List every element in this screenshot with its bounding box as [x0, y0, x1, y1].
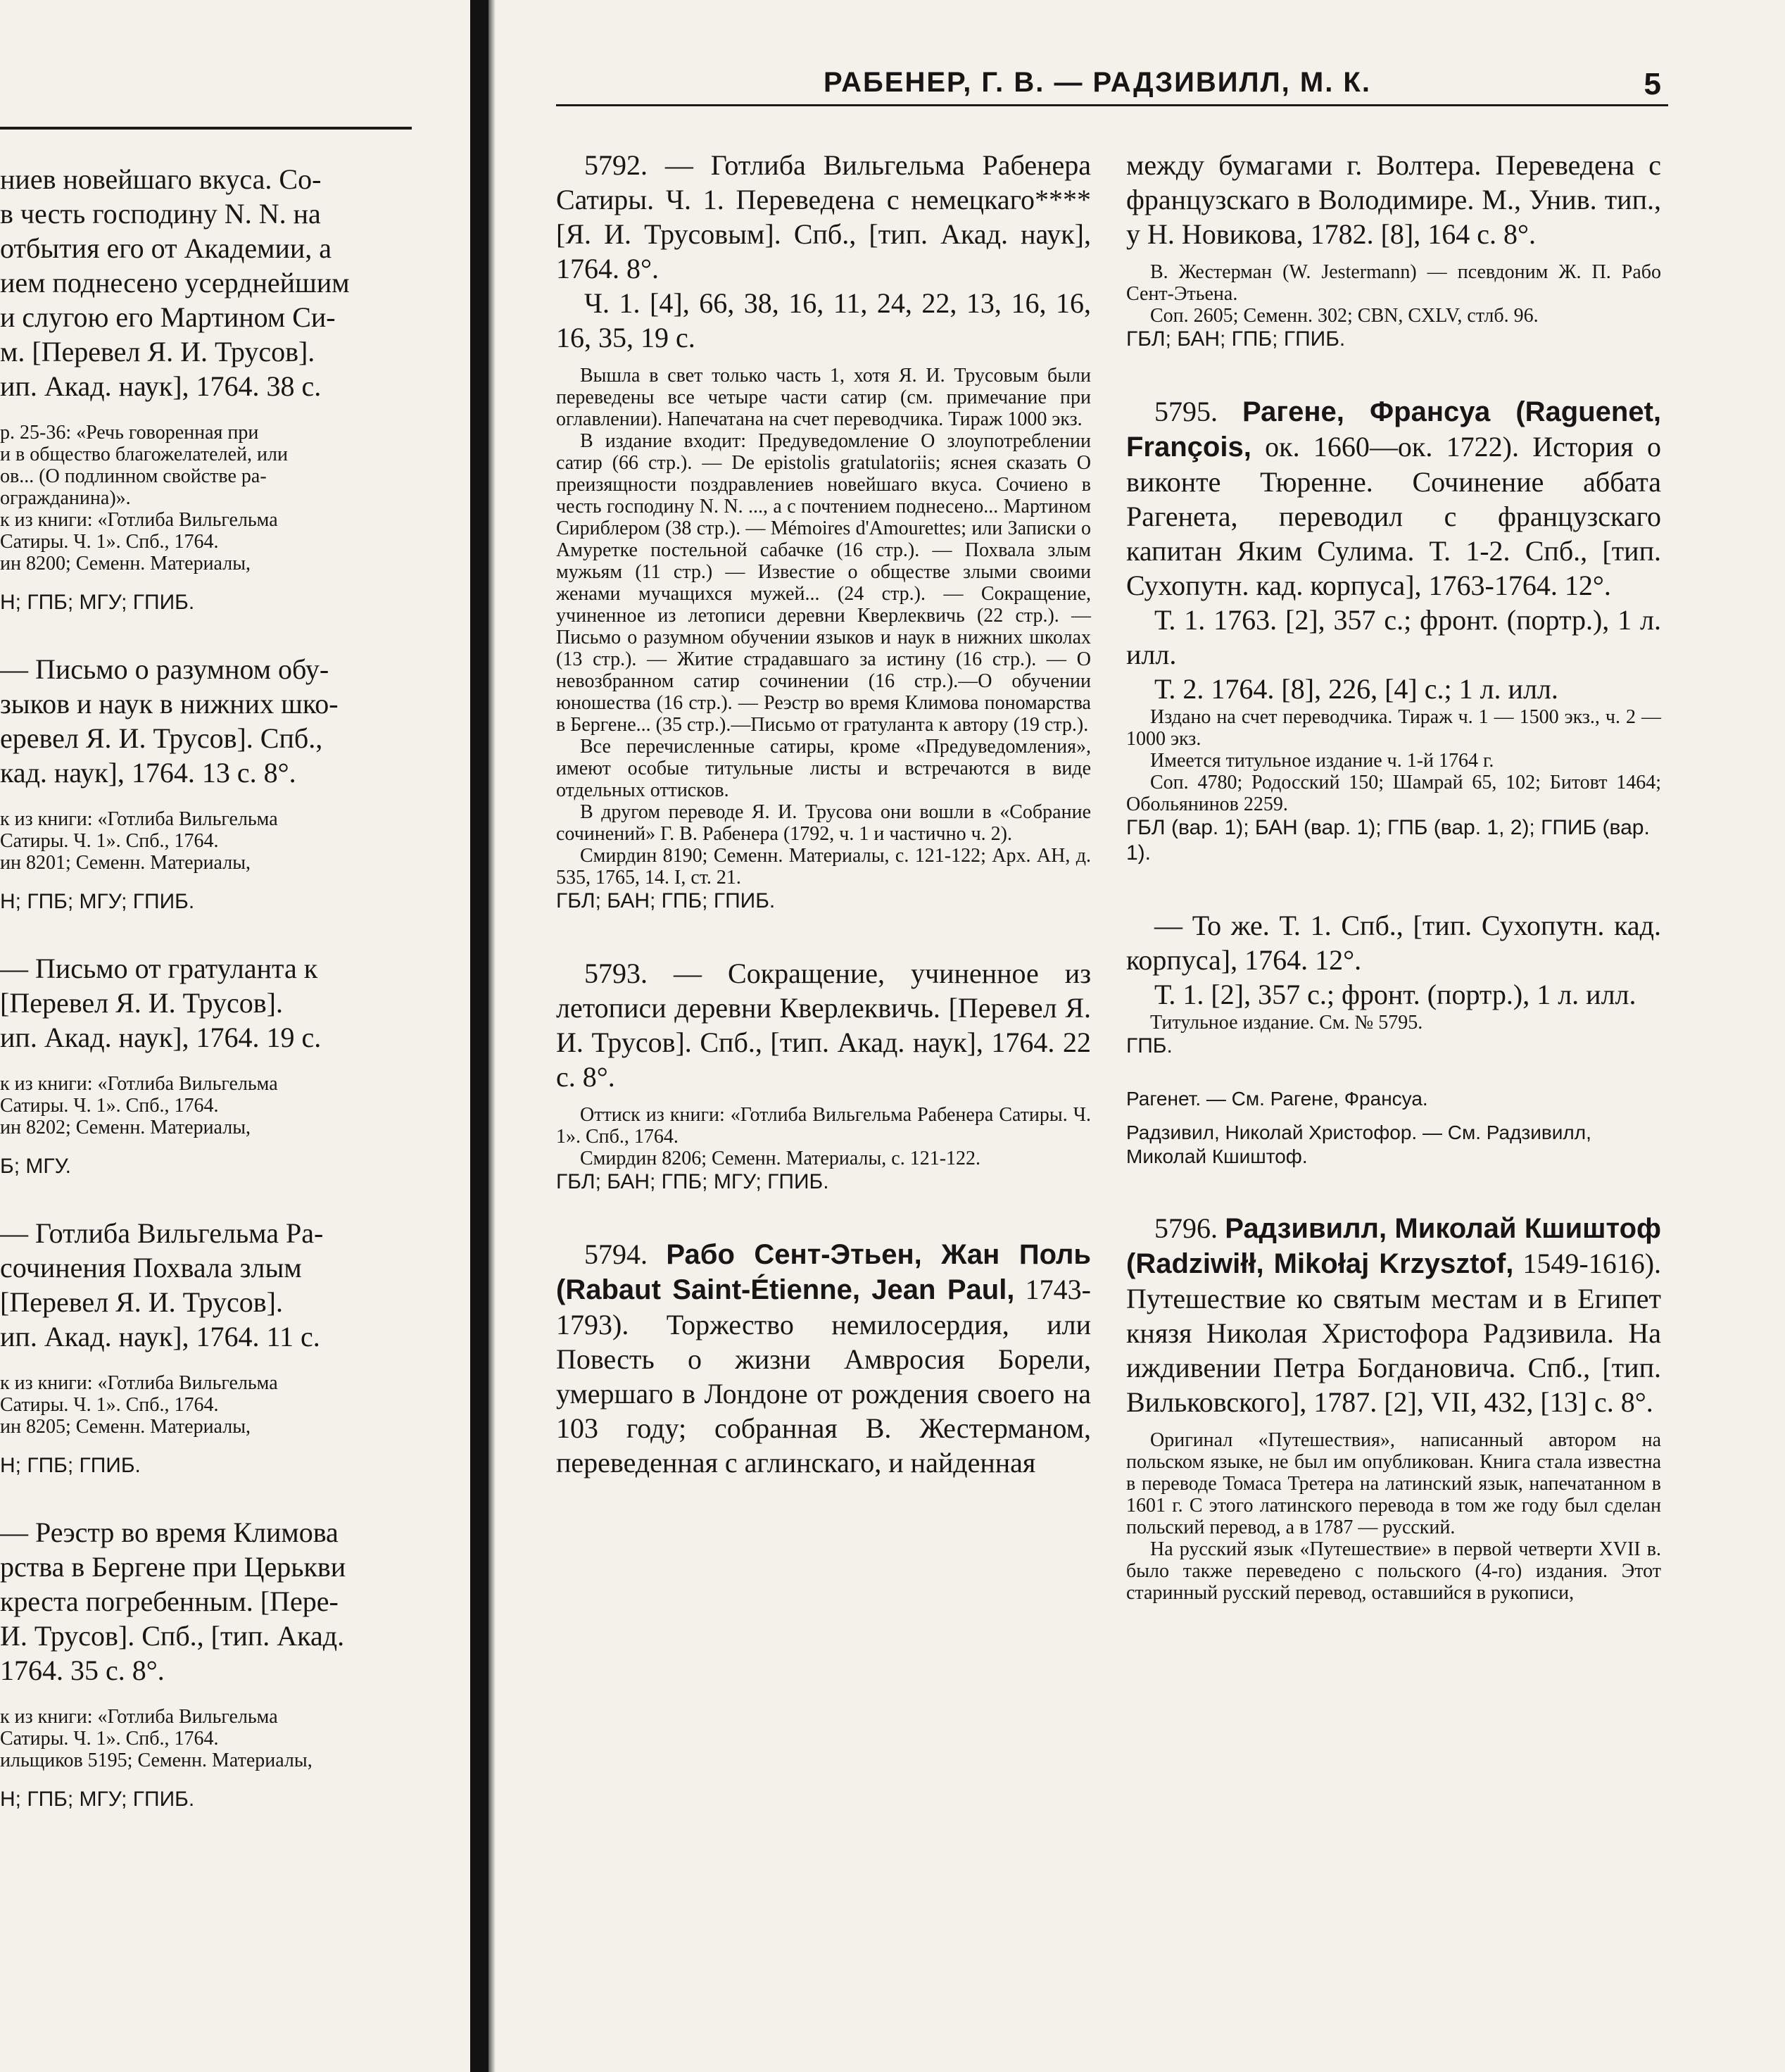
running-header	[556, 67, 1668, 102]
left-fragment-line: к из книги: «Готлиба Вильгельма	[0, 808, 278, 830]
note: Все перечисленные сатиры, кроме «Предуведомления», имеют особые титульные листы и встречаются в виде отдельных оттисков.	[556, 736, 1091, 801]
entry-5794-continued: между бумагами г. Волтера. Переведена с французскаго в Володимире. М., Унив. тип., у Н. Новикова, 1782. [8], 164 с. 8°.	[1126, 149, 1661, 250]
left-fragment-line: Н; ГПБ; ГПИБ.	[0, 1454, 141, 1477]
library-holdings: ГБЛ; БАН; ГПБ; ГПИБ.	[1126, 327, 1346, 351]
note: В издание входит: Предуведомление О злоупотреблении сатир (66 стр.). — De epistolis gratulatoriis; яснея сказать О преизящности поздравлениев новейшаго вкуса. Сочиено в честь господину N. N. ..., а с почтением поднесено... Мартином Сириблером (38 стр.). — Mémoires d'Amourettes; или Записки о Амуретке постельной сабачке (16 стр.). — Похвала злым мужьям (11 стр.) — Известие о обществе злыми своими женами мучащихся мужей... (24 стр.). — Сокращение, учиненное из летописи деревни Кверлеквичь (22 стр.). — Письмо о разумном обучении языков и наук в нижних школах (13 стр.). — Житие страдавшаго за истину (16 стр.). — О невозбранном сатир сочинении (16 стр.).—О обучении юношества (16 стр.). — Реэстр во время Климова пономарства в Бергене... (35 стр.).—Письмо от гратуланта к автору (19 стр.).	[556, 430, 1091, 736]
library-holdings: ГПБ.	[1126, 1034, 1173, 1057]
left-fragment-line: м. [Перевел Я. И. Трусов].	[0, 336, 315, 368]
left-fragment-line: Сатиры. Ч. 1». Спб., 1764.	[0, 830, 219, 852]
note: Вышла в свет только часть 1, хотя Я. И. Трусовым были переведены все четыре части сатир (см. примечание при оглавлении). Напечатана на счет переводчика. Тираж 1000 экз.	[556, 365, 1091, 430]
entry-5795-vol2: Т. 2. 1764. [8], 226, [4] с.; 1 л. илл.	[1154, 673, 1558, 705]
entry-same-vol1: Т. 1. [2], 357 с.; фронт. (портр.), 1 л. илл.	[1154, 979, 1636, 1010]
left-fragment-line: ип. Акад. наук], 1764. 38 с.	[0, 370, 322, 402]
library-holdings: ГБЛ (вар. 1); БАН (вар. 1); ГПБ (вар. 1, 2); ГПИБ (вар. 1).	[1126, 816, 1650, 865]
left-fragment-line: кад. наук], 1764. 13 с. 8°.	[0, 757, 296, 789]
left-fragment-line: огражданина)».	[0, 487, 131, 509]
note: Титульное издание. См. № 5795.	[1150, 1012, 1423, 1034]
entry-number: 5795.	[1154, 396, 1218, 427]
library-holdings: ГБЛ; БАН; ГПБ; ГПИБ.	[556, 889, 776, 912]
left-fragment-block	[0, 1073, 422, 1138]
left-fragment-line: Сатиры. Ч. 1». Спб., 1764.	[0, 531, 219, 553]
entry-5792: 5792. — Готлиба Вильгельма Рабенера Сатиры. Ч. 1. Переведена с немецкаго**** [Я. И. Трусовым]. Спб., [тип. Акад. наук], 1764. 8°.	[556, 149, 1091, 284]
cross-reference: Радзивил, Николай Христофор. — См. Радзивилл, Миколай Кшиштоф.	[1126, 1122, 1591, 1167]
library-holdings: ГБЛ; БАН; ГПБ; МГУ; ГПИБ.	[556, 1170, 829, 1193]
left-fragment-line: И. Трусов]. Спб., [тип. Акад.	[0, 1620, 345, 1652]
left-fragment-line: ием поднесено усерднейшим	[0, 267, 350, 299]
left-fragment-line: в честь господину N. N. на	[0, 198, 321, 230]
left-fragment-line: еревел Я. И. Трусов]. Спб.,	[0, 722, 323, 754]
left-fragment-line: р. 25-36: «Речь говоренная при	[0, 422, 259, 444]
left-fragment-line: ин 8201; Семенн. Материалы,	[0, 852, 251, 874]
note: Имеется титульное издание ч. 1-й 1764 г.	[1150, 750, 1494, 772]
left-page-fragment	[0, 0, 429, 2072]
left-fragment-line: отбытия его от Академии, а	[0, 232, 332, 264]
header-title: РАБЕНЕР, Г. В. — РАДЗИВИЛЛ, М. К.	[824, 67, 1371, 98]
left-fragment-line: Н; ГПБ; МГУ; ГПИБ.	[0, 1788, 195, 1811]
entry-5795	[1126, 394, 1661, 603]
left-fragment-line: ип. Акад. наук], 1764. 19 с.	[0, 1022, 322, 1053]
entry-number: 5794.	[584, 1238, 648, 1270]
left-fragment-line: ин 8200; Семенн. Материалы,	[0, 553, 251, 574]
left-fragment-block	[0, 422, 422, 574]
entry-5794	[556, 1237, 1091, 1480]
left-fragment-line: Сатиры. Ч. 1». Спб., 1764.	[0, 1728, 219, 1750]
book-gutter	[470, 0, 488, 2072]
left-fragment-line: Сатиры. Ч. 1». Спб., 1764.	[0, 1394, 219, 1416]
left-fragment-line: рства в Бергене при Церькви	[0, 1551, 346, 1583]
entry-text: 1549-1616). Путешествие ко святым местам и в Египет князя Николая Христофора Радзивила. На иждивении Петра Богдановича. Спб., [тип. Вильковского], 1787. [2], VII, 432, [13] с. 8°.	[1126, 1248, 1662, 1418]
page-number: 5	[1644, 67, 1661, 101]
header-rule	[556, 104, 1668, 106]
gutter-shadow	[488, 0, 496, 2072]
left-column	[0, 162, 422, 1849]
left-fragment-line: ниев новейшаго вкуса. Со-	[0, 163, 322, 195]
left-page-rule	[0, 127, 412, 130]
left-fragment-line: ин 8202; Семенн. Материалы,	[0, 1117, 251, 1138]
left-fragment-line: Н; ГПБ; МГУ; ГПИБ.	[0, 591, 195, 614]
left-fragment-line: Б; МГУ.	[0, 1155, 72, 1178]
left-fragment-line: к из книги: «Готлиба Вильгельма	[0, 1706, 278, 1728]
entry-text: 1743-1793). Торжество немилосердия, или Повесть о жизни Амвросия Борели, умершаго в Лондоне от рождения своего на 103 году; собранная В. Жестерманом, переведенная с аглинскаго, и найденная	[556, 1274, 1091, 1478]
left-fragment-line: — Реэстр во время Климова	[0, 1517, 339, 1548]
note: Соп. 4780; Родосский 150; Шамрай 65, 102; Битовт 1464; Обольянинов 2259.	[1126, 772, 1661, 815]
left-fragment-line: Н; ГПБ; МГУ; ГПИБ.	[0, 890, 195, 913]
left-fragment-line: к из книги: «Готлиба Вильгельма	[0, 509, 278, 531]
note: Оригинал «Путешествия», написанный автором на польском языке, не был им опубликован. Книга стала известна в переводе Томаса Третера на латинский язык, напечатанном в 1601 г. С этого латинского перевода в том же году был сделан польский перевод, а в 1787 — русский.	[1126, 1429, 1661, 1538]
left-fragment-block	[0, 1453, 422, 1478]
entry-5796	[1126, 1211, 1661, 1419]
entry-author: Рабо Сент-Этьен, Жан Поль (Rabaut Saint-Étienne, Jean Paul,	[556, 1239, 1091, 1305]
entry-author: Рагене, Франсуа (Raguenet, François,	[1126, 396, 1662, 463]
left-fragment-block	[0, 951, 422, 1055]
left-fragment-line: ов... (О подлинном свойстве ра-	[0, 465, 267, 487]
middle-column	[556, 148, 1091, 1480]
entry-5795-vol1: Т. 1. 1763. [2], 357 с.; фронт. (портр.), 1 л. илл.	[1126, 604, 1661, 670]
left-fragment-line: и слугою его Мартином Си-	[0, 301, 336, 333]
cross-reference: Рагенет. — См. Рагене, Франсуа.	[1126, 1088, 1428, 1110]
note: В. Жестерман (W. Jestermann) — псевдоним Ж. П. Рабо Сент-Этьена.	[1126, 261, 1661, 305]
left-fragment-line: и в общество благожелателей, или	[0, 444, 288, 465]
left-fragment-block	[0, 1706, 422, 1771]
left-fragment-block	[0, 1787, 422, 1812]
entry-text: ок. 1660—ок. 1722). История о виконте Тюренне. Сочинение аббата Рагенета, переводил с французскаго капитан Яким Сулима. Т. 1-2. Спб., [тип. Сухопутн. кад. корпуса], 1763-1764. 12°.	[1126, 431, 1661, 601]
entry-5793: 5793. — Сокращение, учиненное из летописи деревни Кверлеквичь. [Перевел Я. И. Трусов]. Спб., [тип. Акад. наук], 1764. 22 с. 8°.	[556, 957, 1091, 1093]
left-fragment-block	[0, 889, 422, 915]
left-fragment-line: креста погребенным. [Пере-	[0, 1586, 339, 1617]
entry-number: 5796.	[1154, 1212, 1218, 1244]
note: В другом переводе Я. И. Трусова они вошли в «Собрание сочинений» Г. В. Рабенера (1792, ч. 1 и частично ч. 2).	[556, 801, 1091, 845]
left-fragment-line: — Готлиба Вильгельма Ра-	[0, 1217, 324, 1249]
left-fragment-block	[0, 162, 422, 403]
entry-author: Радзивилл, Миколай Кшиштоф (Radziwiłł, Mikołaj Krzysztof,	[1126, 1213, 1662, 1279]
note: Смирдин 8190; Семенн. Материалы, с. 121-122; Арх. АН, д. 535, 1765, 14. I, ст. 21.	[556, 845, 1091, 889]
left-fragment-line: ип. Акад. наук], 1764. 11 с.	[0, 1321, 320, 1352]
entry-same: — То же. Т. 1. Спб., [тип. Сухопутн. кад. корпуса], 1764. 12°.	[1126, 910, 1661, 976]
left-fragment-block	[0, 652, 422, 790]
left-fragment-block	[0, 590, 422, 615]
note: Соп. 2605; Семенн. 302; CBN, CXLV, стлб. 96.	[1150, 305, 1539, 327]
left-fragment-block	[0, 1216, 422, 1354]
left-fragment-line: [Перевел Я. И. Трусов].	[0, 1286, 283, 1318]
left-fragment-line: ин 8205; Семенн. Материалы,	[0, 1416, 251, 1438]
right-column	[1126, 148, 1661, 1604]
left-fragment-line: Сатиры. Ч. 1». Спб., 1764.	[0, 1095, 219, 1117]
left-fragment-line: ильщиков 5195; Семенн. Материалы,	[0, 1750, 313, 1771]
left-fragment-block	[0, 1515, 422, 1688]
note: На русский язык «Путешествие» в первой четверти XVII в. было также переведено с польского (4-го) издания. Этот старинный русский перевод, оставшийся в рукописи,	[1126, 1538, 1661, 1604]
note: Оттиск из книги: «Готлиба Вильгельма Рабенера Сатиры. Ч. 1». Спб., 1764.	[556, 1104, 1091, 1148]
left-fragment-line: зыков и наук в нижних шко-	[0, 688, 339, 720]
left-fragment-line: к из книги: «Готлиба Вильгельма	[0, 1372, 278, 1394]
left-fragment-line: [Перевел Я. И. Трусов].	[0, 987, 283, 1019]
left-fragment-line: — Письмо от гратуланта к	[0, 953, 318, 984]
left-fragment-line: — Письмо о разумном обу-	[0, 653, 329, 685]
left-fragment-block	[0, 1372, 422, 1438]
entry-5792-parts: Ч. 1. [4], 66, 38, 16, 11, 24, 22, 13, 16, 16, 16, 35, 19 с.	[556, 287, 1091, 353]
left-fragment-line: 1764. 35 с. 8°.	[0, 1655, 165, 1686]
left-fragment-block	[0, 808, 422, 874]
note: Смирдин 8206; Семенн. Материалы, с. 121-122.	[580, 1148, 981, 1169]
left-fragment-line: сочинения Похвала злым	[0, 1252, 302, 1283]
left-fragment-line: к из книги: «Готлиба Вильгельма	[0, 1073, 278, 1095]
note: Издано на счет переводчика. Тираж ч. 1 — 1500 экз., ч. 2 — 1000 экз.	[1126, 706, 1661, 750]
left-fragment-block	[0, 1154, 422, 1179]
